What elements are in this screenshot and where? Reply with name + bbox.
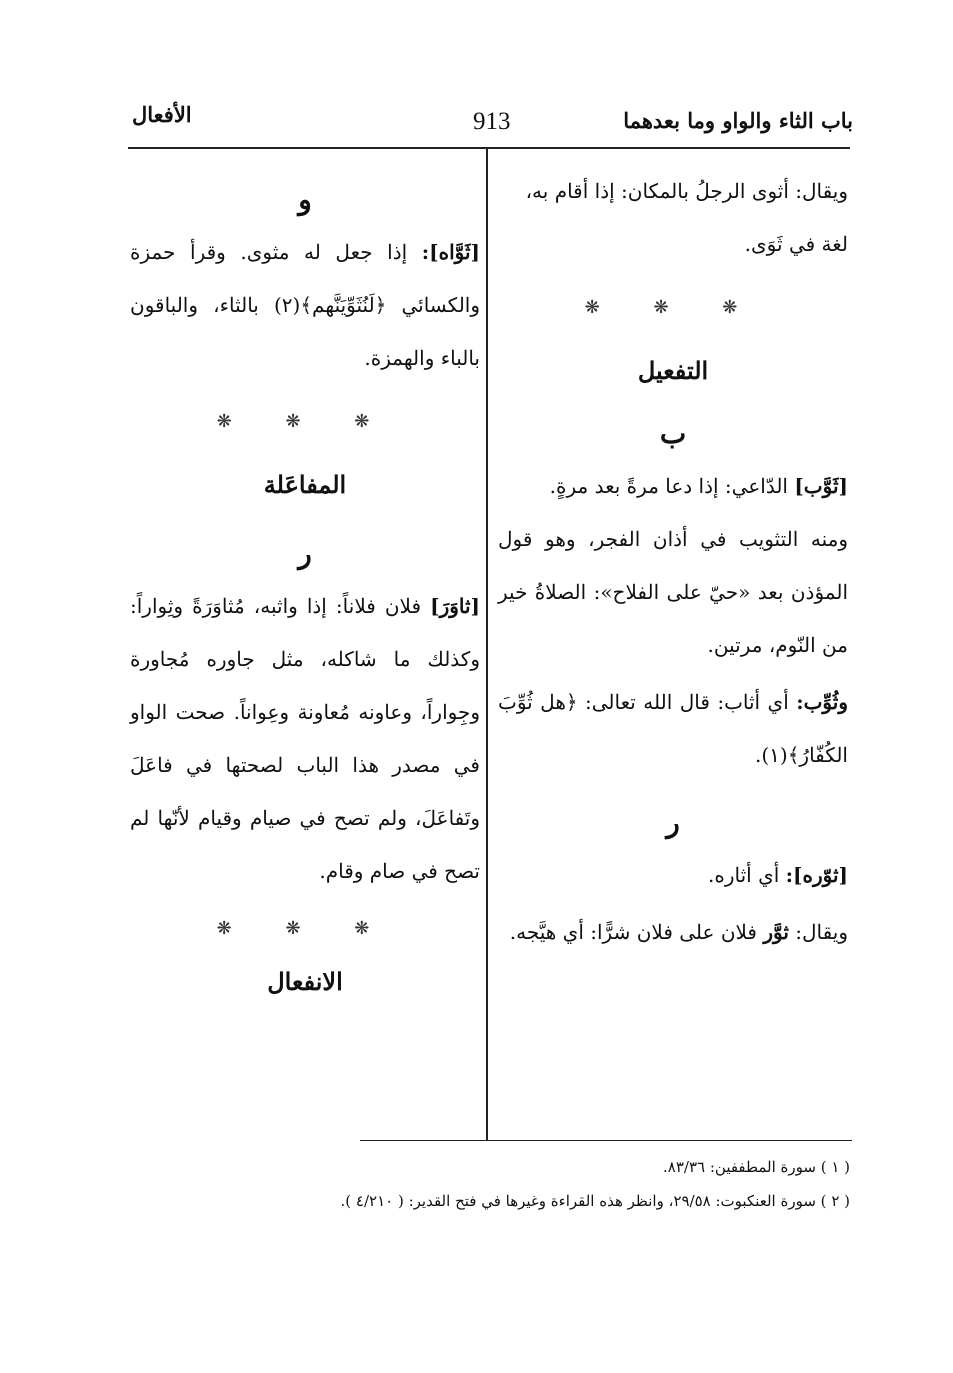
entry-definition: الدّاعي: إذا دعا مرةً بعد مرةٍ. — [549, 474, 788, 498]
footnote-2: ( ٢ ) سورة العنكبوت: ٢٩/٥٨، وانظر هذه القراءة وغيرها في فتح القدير: ( ٤/٢١٠ ). — [340, 1192, 850, 1210]
page-header — [128, 96, 853, 146]
running-head-left: الأفعال — [132, 102, 192, 127]
footnotes — [128, 1150, 850, 1218]
entry-term: [ثاوَرَ] — [430, 594, 481, 618]
entry-term: وثُوِّب: — [796, 690, 848, 714]
section-separator: ❋ ❋ ❋ — [216, 918, 394, 939]
column-divider — [486, 148, 488, 1140]
letter-heading-waw: و — [298, 183, 312, 216]
entry-term: [ثَوَّب] — [794, 474, 848, 498]
section-heading-taf'il: التفعيل — [637, 356, 709, 385]
footnote-rule — [360, 1140, 852, 1141]
section-heading-mufa'ala: المفاعَلة — [263, 470, 347, 499]
entry-term: [ثوّره]: — [785, 863, 848, 887]
entry-yuqal — [498, 906, 848, 959]
footnote-1: ( ١ ) سورة المطففين: ٨٣/٣٦. — [663, 1158, 850, 1176]
entry-term: ثوَّر — [763, 920, 789, 944]
entry-prefix: ويقال: — [795, 920, 848, 944]
entry-thawwahu — [130, 226, 480, 385]
entry-thawwarahu — [498, 849, 848, 902]
entry-thawwab — [498, 460, 848, 513]
left-column — [130, 165, 480, 1008]
entry-tathwib: ومنه التثويب في أذان الفجر، وهو قول المؤذن بعد «حيّ على الفلاح»: الصلاةُ خير من النّوم، مرتين. — [498, 527, 848, 657]
letter-heading-ba: ب — [659, 417, 687, 450]
running-head-right: باب الثاء والواو وما بعدهما — [623, 108, 853, 133]
right-column — [498, 165, 848, 959]
header-rule — [128, 147, 850, 149]
intro-line-2: لغة في ثَوَى. — [744, 232, 848, 256]
entry-term: [ثَوَّاه]: — [421, 240, 481, 264]
letter-heading-ra: ر — [298, 537, 312, 570]
section-separator: ❋ ❋ ❋ — [216, 411, 394, 432]
section-heading-infi'al: الانفعال — [267, 967, 343, 996]
entry-definition: فلان فلاناً: إذا واثبه، مُثاوَرَةً وثِواراً: وكذلك ما شاكله، مثل جاوره مُجاورة وجِواراً، وعاونه مُعاونة وعِواناً. صحت الواو في مصدر هذا الباب لصحتها في فاعَلَ وتَفاعَلَ، ولم تصح في صيام وقيام لأنّها لم تصح في صام وقام. — [130, 594, 480, 883]
page-number: 913 — [473, 108, 511, 135]
letter-heading-ra: ر — [666, 806, 680, 839]
entry-definition: فلان على فلان شرًّا: أي هيَّجه. — [509, 920, 757, 944]
entry-definition: إذا جعل له مثوى. وقرأ حمزة والكسائي ﴿لَنُثَوِّيَنَّهم﴾(٢) بالثاء، والباقون بالباء والهمزة. — [130, 240, 481, 370]
entry-thawar — [130, 580, 480, 898]
entry-definition: أي أثاب: قال الله تعالى: ﴿هل ثُوِّبَ الكُفّارُ﴾(١). — [498, 690, 848, 767]
intro-line-1: ويقال: أثوى الرجلُ بالمكان: إذا أقام به، — [525, 179, 848, 203]
entry-definition: أي أثاره. — [708, 863, 780, 887]
entry-thuwwib — [498, 676, 848, 782]
section-separator: ❋ ❋ ❋ — [584, 297, 762, 318]
